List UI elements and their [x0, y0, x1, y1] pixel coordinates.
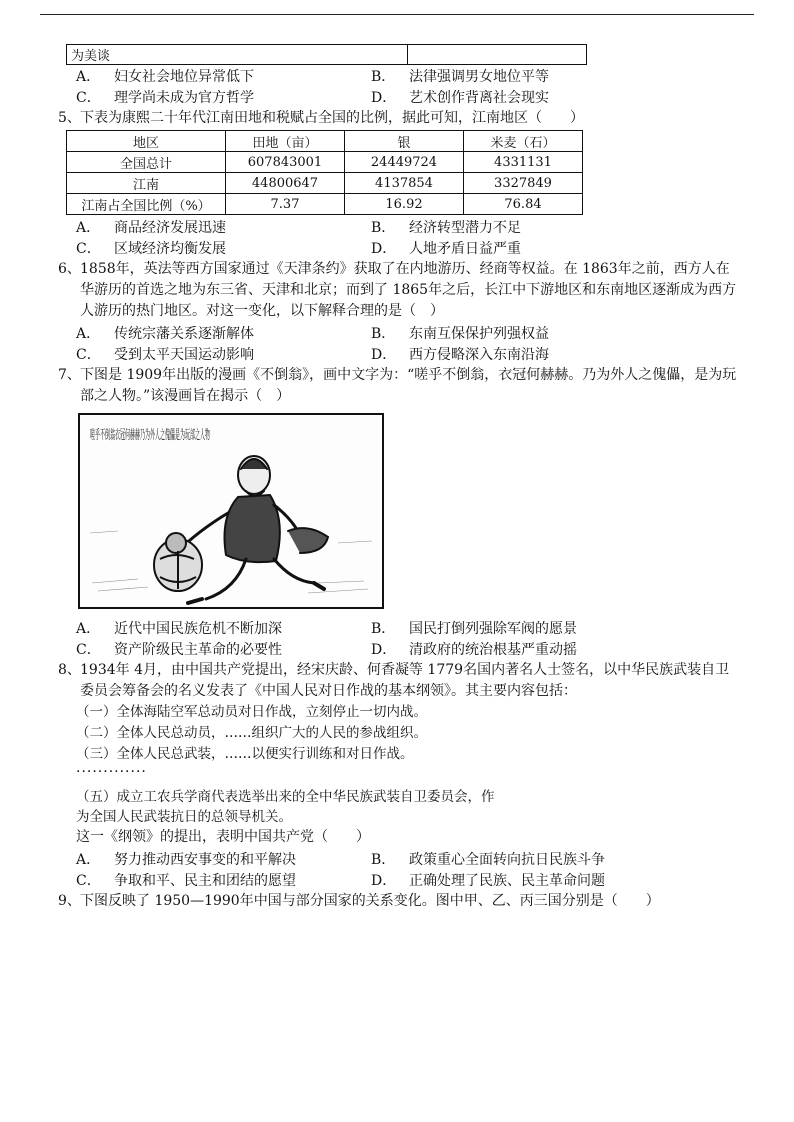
- q5-number: 5、: [58, 110, 81, 126]
- table-header-cell: 地区: [67, 131, 226, 152]
- table-cell: 全国总计: [67, 152, 226, 173]
- q5-option-b[interactable]: B． 经济转型潜力不足: [371, 219, 521, 236]
- q4-option-d[interactable]: D． 艺术创作背离社会现实: [371, 89, 549, 106]
- cartoon-image: [78, 413, 384, 609]
- caption-text: [90, 427, 210, 443]
- q4-option-b[interactable]: B． 法律强调男女地位平等: [371, 68, 549, 85]
- q8-conclusion: 这一《纲领》的提出，表明中国共产党（ ）: [76, 829, 370, 845]
- table-header-cell: 米麦（石）: [464, 131, 583, 152]
- q7-option-b[interactable]: B． 国民打倒列强除军阀的愿景: [371, 620, 577, 637]
- q5-option-a[interactable]: A． 商品经济发展迅速: [76, 219, 226, 236]
- exam-content: [58, 44, 738, 912]
- table-cell: 16.92: [345, 194, 464, 215]
- q6-stem: 1858年，英法等西方国家通过《天津条约》获取了在内地游历、经商等权益。在 1863年之前，西方人在华游历的首选之地为东三省、天津和北京；而到了 1865年之后，长江中下游地区和东南地区逐渐成为西方人游历的热门地区。对这一变化，以下解释合理的是（ ）: [80, 261, 737, 319]
- q8-option-d[interactable]: D． 正确处理了民族、民主革命问题: [371, 872, 605, 889]
- table-row: [67, 194, 583, 215]
- table-row: [67, 173, 583, 194]
- q8-option-b[interactable]: B． 政策重心全面转向抗日民族斗争: [371, 851, 605, 868]
- q8-option-c[interactable]: C． 争取和平、民主和团结的愿望: [76, 872, 296, 889]
- q9-number: 9、: [58, 893, 81, 909]
- q8-options-row-2: [76, 869, 738, 890]
- q7-options-row-1: [76, 617, 738, 638]
- question-5: [58, 108, 738, 129]
- table-cell: 江南占全国比例（%）: [67, 194, 226, 215]
- q8-number: 8、: [58, 662, 81, 678]
- q4-options-row-2: [76, 86, 738, 107]
- q7-number: 7、: [58, 367, 81, 383]
- q5-options-row-2: [76, 237, 738, 258]
- table-cell: 24449724: [345, 152, 464, 173]
- q8-ellipsis: ·············: [76, 764, 147, 780]
- q8-item-1: （一）全体海陆空军总动员对日作战，立刻停止一切内战。: [76, 704, 427, 720]
- q8-option-a[interactable]: A． 努力推动西安事变的和平解决: [76, 851, 296, 868]
- question-8: [58, 660, 738, 702]
- table-cell: 607843001: [226, 152, 345, 173]
- cartoon-caption: [90, 427, 210, 443]
- q6-options-row-1: [76, 322, 738, 343]
- table-cell: 76.84: [464, 194, 583, 215]
- q8-item-5-line-2: 为全国人民武装抗日的总领导机关。: [76, 809, 292, 825]
- q8-stem: 1934年 4月，由中国共产党提出，经宋庆龄、何香凝等 1779名国内著名人士签名，以中华民族武装自卫委员会筹备会的名义发表了《中国人民对日作战的基本纲领》。其主要内容包括：: [80, 662, 730, 699]
- q5-data-table: [66, 130, 583, 215]
- q6-option-c[interactable]: C． 受到太平天国运动影响: [76, 346, 254, 363]
- question-9: [58, 891, 738, 912]
- q6-option-b[interactable]: B． 东南互保保护列强权益: [371, 325, 549, 342]
- q5-option-d[interactable]: D． 人地矛盾日益严重: [371, 240, 521, 257]
- q8-options-row-1: [76, 848, 738, 869]
- q7-options-row-2: [76, 638, 738, 659]
- table-cell: 3327849: [464, 173, 583, 194]
- q8-item-2: （二）全体人民总动员，……组织广大的人民的参战组织。: [76, 725, 427, 741]
- table-header-cell: 田地（亩）: [226, 131, 345, 152]
- table-row: [67, 152, 583, 173]
- table-header-cell: 银: [345, 131, 464, 152]
- q6-option-a[interactable]: A． 传统宗藩关系逐渐解体: [76, 325, 254, 342]
- q5-option-c[interactable]: C． 区域经济均衡发展: [76, 240, 226, 257]
- q4-option-c[interactable]: C． 理学尚未成为官方哲学: [76, 89, 254, 106]
- q9-stem: 下图反映了 1950—1990年中国与部分国家的关系变化。图中甲、乙、丙三国分别是（ ）: [80, 893, 660, 909]
- q4-option-a[interactable]: A． 妇女社会地位异常低下: [76, 68, 254, 85]
- prev-table-cell: 为美谈: [67, 45, 408, 65]
- table-cell: 江南: [67, 173, 226, 194]
- q6-option-d[interactable]: D． 西方侵略深入东南沿海: [371, 346, 549, 363]
- q8-item-5-line-1: （五）成立工农兵学商代表选举出来的全中华民族武装自卫委员会，作: [76, 789, 495, 805]
- q7-option-a[interactable]: A． 近代中国民族危机不断加深: [76, 620, 282, 637]
- question-7: [58, 365, 738, 407]
- q7-stem: 下图是 1909年出版的漫画《不倒翁》，画中文字为：“嗟乎不倒翁，衣冠何赫赫。乃为外人之傀儡，是为玩部之人物。”该漫画旨在揭示（ ）: [80, 367, 737, 404]
- q6-options-row-2: [76, 343, 738, 364]
- q6-number: 6、: [58, 261, 81, 277]
- previous-question-table: [66, 44, 587, 65]
- q7-option-d[interactable]: D． 清政府的统治根基严重动摇: [371, 641, 577, 658]
- table-cell: 7.37: [226, 194, 345, 215]
- page-top-rule: [40, 14, 754, 15]
- q5-options-row-1: [76, 216, 738, 237]
- q7-option-c[interactable]: C． 资产阶级民主革命的必要性: [76, 641, 282, 658]
- q5-stem: 下表为康熙二十年代江南田地和税赋占全国的比例，据此可知，江南地区（ ）: [80, 110, 584, 126]
- table-cell: 4137854: [345, 173, 464, 194]
- table-cell: 44800647: [226, 173, 345, 194]
- prev-table-empty-cell: [408, 45, 587, 65]
- table-cell: 4331131: [464, 152, 583, 173]
- q8-item-3: （三）全体人民总武装，……以便实行训练和对日作战。: [76, 746, 414, 762]
- question-6: [58, 259, 738, 322]
- q4-options-row-1: [76, 65, 738, 86]
- table-header-row: [67, 131, 583, 152]
